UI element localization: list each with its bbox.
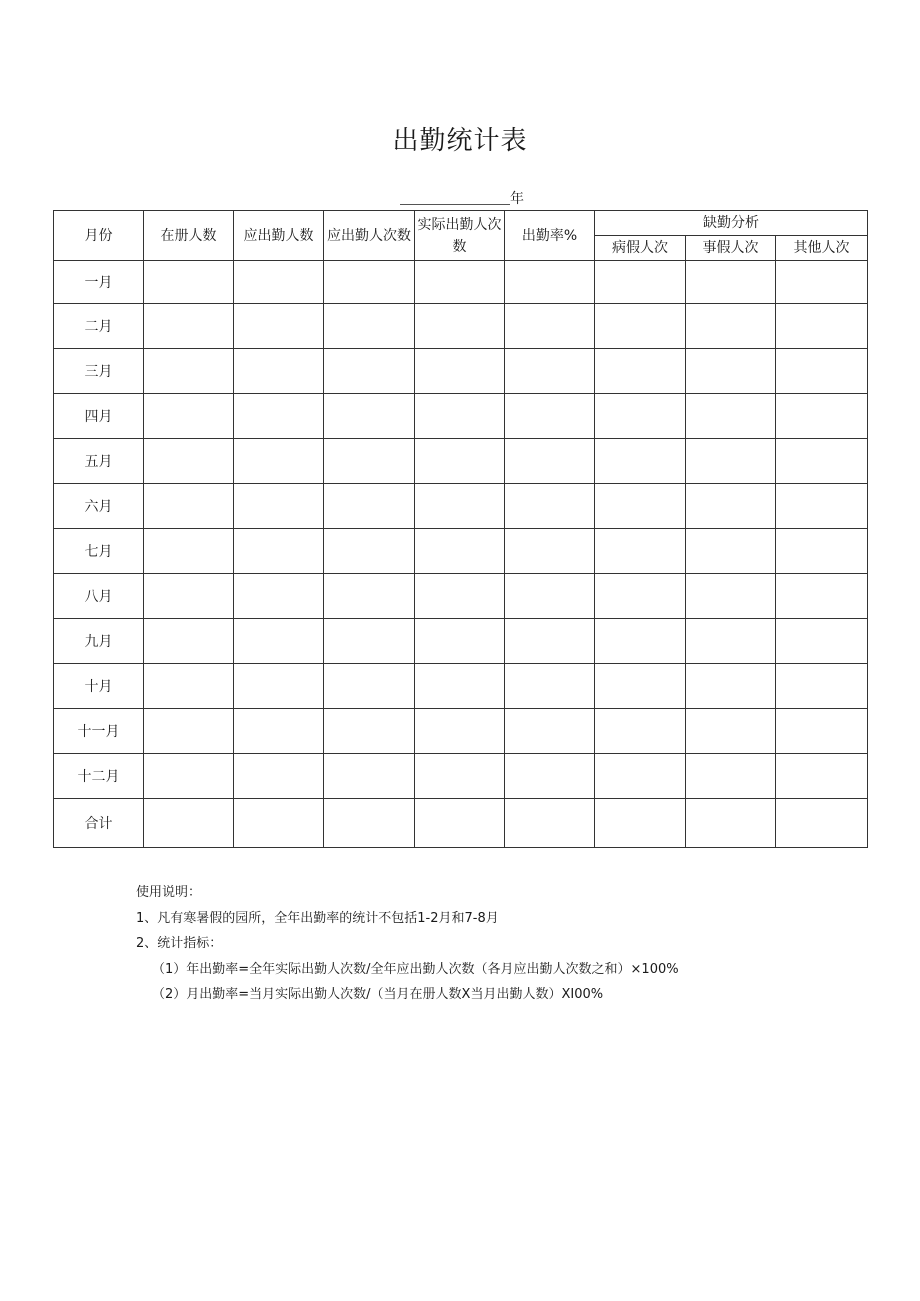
table-cell[interactable] [686, 709, 776, 754]
table-cell[interactable] [415, 439, 505, 484]
table-row [54, 754, 868, 799]
row-label: 九月 [54, 619, 144, 664]
table-cell[interactable] [776, 754, 868, 799]
table-cell[interactable] [686, 799, 776, 848]
table-cell[interactable] [505, 754, 595, 799]
table-cell[interactable] [686, 349, 776, 394]
table-cell[interactable] [776, 799, 868, 848]
table-body [54, 261, 868, 848]
table-cell[interactable] [144, 439, 234, 484]
table-row [54, 261, 868, 304]
table-row [54, 484, 868, 529]
table-cell[interactable] [505, 799, 595, 848]
table-cell[interactable] [776, 664, 868, 709]
table-cell[interactable] [776, 619, 868, 664]
table-cell[interactable] [324, 664, 415, 709]
row-label: 二月 [54, 304, 144, 349]
table-cell[interactable] [505, 619, 595, 664]
notes-heading: 使用说明： [136, 885, 202, 900]
table-cell[interactable] [505, 261, 595, 304]
table-row [54, 304, 868, 349]
table-cell[interactable] [144, 709, 234, 754]
row-label: 一月 [54, 261, 144, 304]
table-cell[interactable] [234, 484, 324, 529]
table-cell[interactable] [234, 304, 324, 349]
table-cell[interactable] [234, 799, 324, 848]
table-cell[interactable] [144, 304, 234, 349]
table-cell[interactable] [505, 574, 595, 619]
table-cell[interactable] [776, 574, 868, 619]
table-cell[interactable] [776, 439, 868, 484]
table-cell[interactable] [415, 664, 505, 709]
table-cell[interactable] [505, 664, 595, 709]
table-cell[interactable] [776, 394, 868, 439]
table-cell[interactable] [595, 709, 686, 754]
table-cell[interactable] [776, 529, 868, 574]
table-cell[interactable] [234, 574, 324, 619]
table-cell[interactable] [324, 394, 415, 439]
table-row [54, 439, 868, 484]
table-cell[interactable] [595, 754, 686, 799]
table-cell[interactable] [505, 484, 595, 529]
header-expected-times: 应出勤人次数 [324, 211, 415, 261]
header-month: 月份 [54, 211, 144, 261]
table-cell[interactable] [415, 574, 505, 619]
row-label: 五月 [54, 439, 144, 484]
table-cell[interactable] [686, 394, 776, 439]
row-label: 六月 [54, 484, 144, 529]
table-cell[interactable] [686, 261, 776, 304]
table-cell[interactable] [595, 394, 686, 439]
table-cell[interactable] [415, 484, 505, 529]
table-cell[interactable] [324, 439, 415, 484]
table-row [54, 619, 868, 664]
table-cell[interactable] [324, 799, 415, 848]
table-cell[interactable] [595, 664, 686, 709]
table-cell[interactable] [324, 261, 415, 304]
note-item-1: 1、凡有寒暑假的园所，全年出勤率的统计不包括1-2月和7-8月 [136, 910, 499, 926]
table-cell[interactable] [595, 439, 686, 484]
table-cell[interactable] [415, 394, 505, 439]
attendance-table [53, 210, 868, 848]
table-cell[interactable] [144, 619, 234, 664]
table-cell[interactable] [686, 574, 776, 619]
row-label: 十月 [54, 664, 144, 709]
table-cell[interactable] [324, 709, 415, 754]
table-cell[interactable] [595, 304, 686, 349]
table-cell[interactable] [144, 261, 234, 304]
row-label: 十二月 [54, 754, 144, 799]
note-sub-1: （1）年出勤率=全年实际出勤人次数/全年应出勤人次数（各月应出勤人次数之和）×100% [152, 961, 679, 977]
table-cell[interactable] [505, 304, 595, 349]
table-cell[interactable] [686, 484, 776, 529]
table-cell[interactable] [415, 709, 505, 754]
usage-notes [136, 880, 679, 1008]
table-cell[interactable] [505, 349, 595, 394]
table-row [54, 799, 868, 848]
year-blank-line [400, 190, 510, 205]
table-cell[interactable] [595, 799, 686, 848]
table-cell[interactable] [144, 664, 234, 709]
table-row [54, 709, 868, 754]
row-label: 七月 [54, 529, 144, 574]
table-cell[interactable] [595, 529, 686, 574]
header-actual-times: 实际出勤人次数 [415, 211, 505, 261]
table-cell[interactable] [234, 349, 324, 394]
table-cell[interactable] [776, 709, 868, 754]
row-label: 四月 [54, 394, 144, 439]
table-cell[interactable] [234, 439, 324, 484]
table-cell[interactable] [686, 619, 776, 664]
header-rate: 出勤率% [505, 211, 595, 261]
table-cell[interactable] [415, 349, 505, 394]
table-cell[interactable] [415, 529, 505, 574]
note-sub-2: （2）月出勤率=当月实际出勤人次数/（当月在册人数X当月出勤人数）XI00% [152, 987, 604, 1002]
table-cell[interactable] [415, 619, 505, 664]
table-cell[interactable] [686, 439, 776, 484]
table-cell[interactable] [415, 304, 505, 349]
table-cell[interactable] [324, 529, 415, 574]
table-cell[interactable] [595, 484, 686, 529]
page-title: 出勤统计表 [392, 126, 528, 156]
row-label: 三月 [54, 349, 144, 394]
table-cell[interactable] [144, 574, 234, 619]
table-cell[interactable] [776, 304, 868, 349]
table-cell[interactable] [144, 754, 234, 799]
table-cell[interactable] [415, 799, 505, 848]
header-sick: 病假人次 [595, 236, 686, 261]
header-expected-people: 应出勤人数 [234, 211, 324, 261]
table-cell[interactable] [324, 484, 415, 529]
table-cell[interactable] [595, 619, 686, 664]
table-cell[interactable] [144, 529, 234, 574]
note-item-2: 2、统计指标： [136, 936, 223, 951]
table-cell[interactable] [234, 664, 324, 709]
table-cell[interactable] [234, 619, 324, 664]
table-cell[interactable] [505, 439, 595, 484]
table-cell[interactable] [234, 754, 324, 799]
table-cell[interactable] [686, 754, 776, 799]
table-cell[interactable] [144, 349, 234, 394]
table-cell[interactable] [415, 261, 505, 304]
year-field [400, 190, 530, 206]
table-cell[interactable] [686, 304, 776, 349]
table-cell[interactable] [505, 529, 595, 574]
row-label: 十一月 [54, 709, 144, 754]
table-cell[interactable] [324, 619, 415, 664]
table-cell[interactable] [234, 709, 324, 754]
table-cell[interactable] [234, 394, 324, 439]
table-cell[interactable] [144, 799, 234, 848]
year-label: 年 [510, 191, 524, 207]
table-row [54, 574, 868, 619]
table-cell[interactable] [776, 261, 868, 304]
table-cell[interactable] [144, 394, 234, 439]
table-cell[interactable] [234, 529, 324, 574]
row-label: 合计 [54, 799, 144, 848]
table-cell[interactable] [234, 261, 324, 304]
table-cell[interactable] [505, 709, 595, 754]
header-personal: 事假人次 [686, 236, 776, 261]
table-row [54, 529, 868, 574]
header-enrolled: 在册人数 [144, 211, 234, 261]
table-cell[interactable] [776, 349, 868, 394]
table-cell[interactable] [595, 574, 686, 619]
table-row [54, 394, 868, 439]
table-cell[interactable] [686, 529, 776, 574]
row-label: 八月 [54, 574, 144, 619]
header-other: 其他人次 [776, 236, 868, 261]
table-row [54, 664, 868, 709]
table-cell[interactable] [415, 754, 505, 799]
table-cell[interactable] [505, 394, 595, 439]
table-cell[interactable] [595, 349, 686, 394]
table-cell[interactable] [595, 261, 686, 304]
table-row [54, 349, 868, 394]
table-cell[interactable] [144, 484, 234, 529]
table-cell[interactable] [686, 664, 776, 709]
table-cell[interactable] [324, 349, 415, 394]
table-cell[interactable] [324, 754, 415, 799]
table-cell[interactable] [776, 484, 868, 529]
table-cell[interactable] [324, 574, 415, 619]
header-absence-analysis: 缺勤分析 [595, 211, 868, 236]
table-cell[interactable] [324, 304, 415, 349]
